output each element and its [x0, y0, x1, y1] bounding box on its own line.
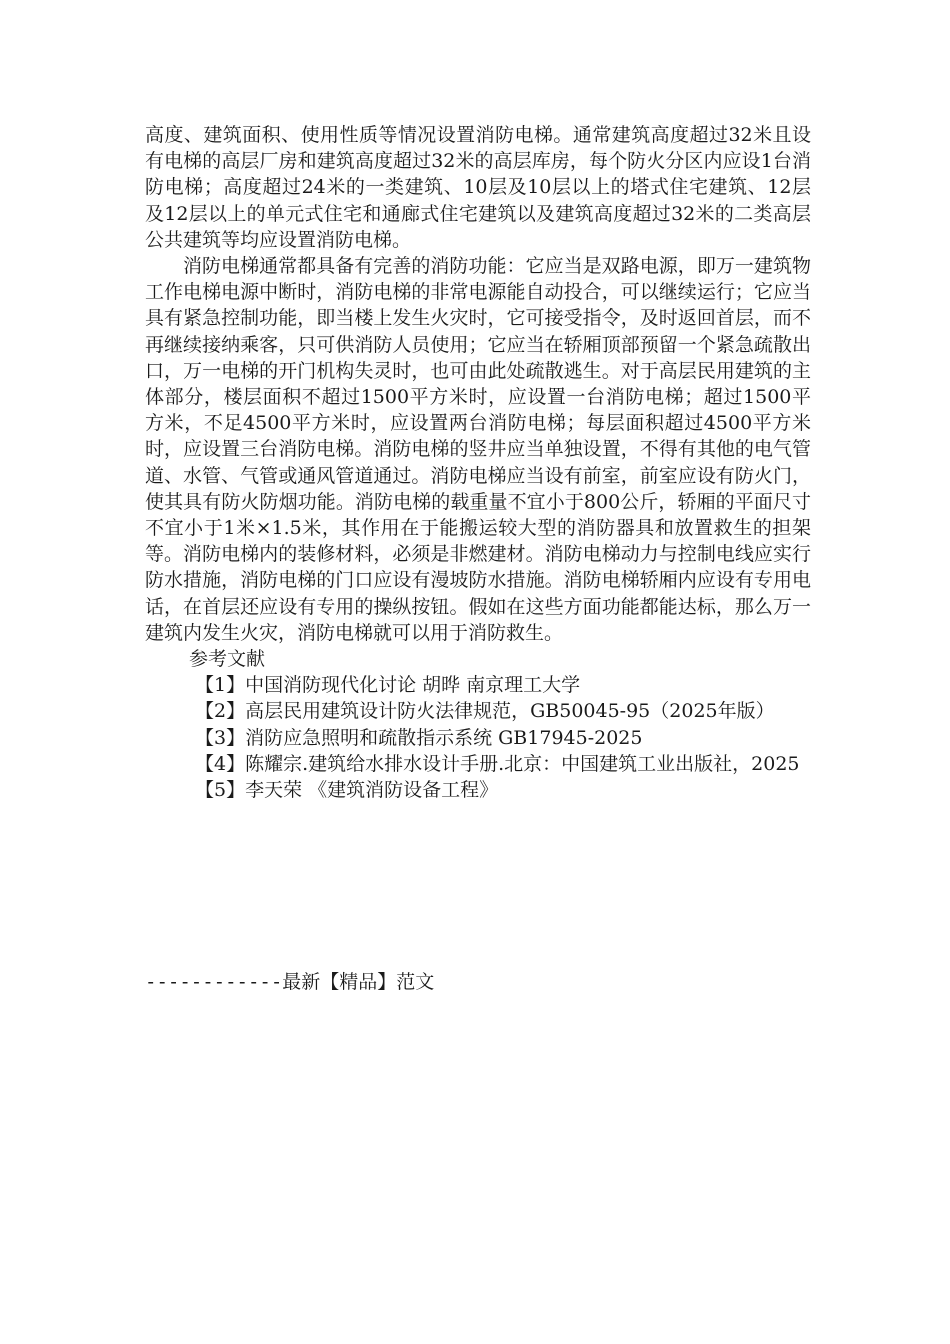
body-paragraph-1: 高度、建筑面积、使用性质等情况设置消防电梯。通常建筑高度超过32米且设有电梯的高层厂房和建筑高度超过32米的高层库房，每个防火分区内应设1台消防电梯；高度超过24米的一类建筑、10层及10层以上的塔式住宅建筑、12层及12层以上的单元式住宅和通廊式住宅建筑以及建筑高度超过32米的二类高层公共建筑等均应设置消防电梯。 — [145, 124, 811, 251]
reference-item-5: 【5】李天荣 《建筑消防设备工程》 — [195, 779, 499, 802]
reference-item-2: 【2】高层民用建筑设计防火法律规范，GB50045-95（2025年版） — [195, 700, 775, 723]
references-heading: 参考文献 — [189, 648, 266, 671]
footer-banner: ------------最新【精品】范文 — [145, 971, 435, 993]
reference-item-4: 【4】陈耀宗.建筑给水排水设计手册.北京：中国建筑工业出版社，2025 — [195, 752, 800, 775]
document-body — [145, 122, 811, 803]
reference-item-3: 【3】消防应急照明和疏散指示系统 GB17945-2025 — [195, 726, 643, 749]
body-paragraph-2: 消防电梯通常都具备有完善的消防功能：它应当是双路电源，即万一建筑物工作电梯电源中断时，消防电梯的非常电源能自动投合，可以继续运行；它应当具有紧急控制功能，即当楼上发生火灾时，它可接受指令，及时返回首层，而不再继续接纳乘客，只可供消防人员使用；它应当在轿厢顶部预留一个紧急疏散出口，万一电梯的开门机构失灵时，也可由此处疏散逃生。对于高层民用建筑的主体部分，楼层面积不超过1500平方米时，应设置一台消防电梯；超过1500平方米，不足4500平方米时，应设置两台消防电梯；每层面积超过4500平方米时，应设置三台消防电梯。消防电梯的竖井应当单独设置，不得有其他的电气管道、水管、气管或通风管道通过。消防电梯应当设有前室，前室应设有防火门，使其具有防火防烟功能。消防电梯的载重量不宜小于800公斤，轿厢的平面尺寸不宜小于1米×1.5米，其作用在于能搬运较大型的消防器具和放置救生的担架等。消防电梯内的装修材料，必须是非燃建材。消防电梯动力与控制电线应实行防水措施，消防电梯的门口应设有漫坡防水措施。消防电梯轿厢内应设有专用电话，在首层还应设有专用的操纵按钮。假如在这些方面功能都能达标，那么万一建筑内发生火灾，消防电梯就可以用于消防救生。 — [145, 255, 811, 644]
reference-item-1: 【1】中国消防现代化讨论 胡晔 南京理工大学 — [195, 674, 581, 697]
